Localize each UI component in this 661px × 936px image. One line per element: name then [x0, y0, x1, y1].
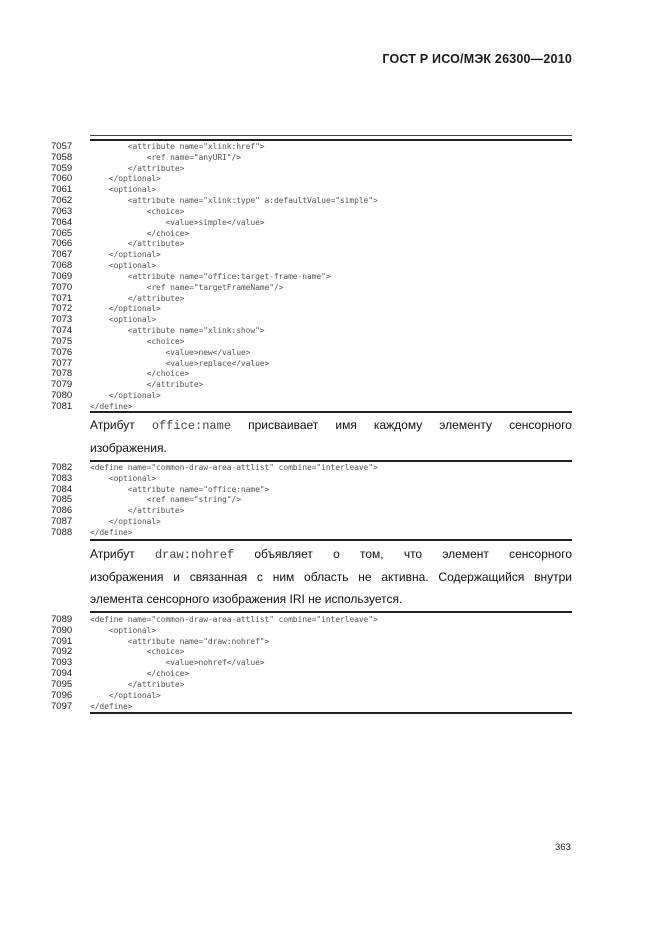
line-number: 7070 — [51, 281, 73, 293]
code-line — [0, 668, 661, 679]
code-line — [0, 462, 661, 473]
code-text: <value>replace</value> — [90, 358, 270, 368]
code-block-bottom-rule — [90, 539, 572, 541]
code-line — [0, 282, 661, 293]
line-number: 7065 — [51, 227, 73, 239]
code-line — [0, 368, 661, 379]
line-number: 7086 — [51, 505, 73, 517]
code-line — [0, 238, 661, 249]
line-number: 7066 — [51, 238, 73, 250]
code-text: <ref name="anyURI"/> — [90, 152, 241, 162]
line-number: 7095 — [51, 678, 73, 690]
code-text: <ref name="string"/> — [90, 495, 241, 505]
code-line — [0, 625, 661, 636]
line-number: 7075 — [51, 335, 73, 347]
line-number: 7097 — [51, 700, 73, 712]
page-number: 363 — [555, 842, 571, 853]
page-header: ГОСТ Р ИСО/МЭК 26300—2010 — [382, 52, 572, 66]
line-number: 7088 — [51, 526, 73, 538]
code-line — [0, 679, 661, 690]
code-line — [0, 527, 661, 538]
code-line — [0, 184, 661, 195]
code-block-top-rule — [90, 611, 572, 613]
code-text: </attribute> — [90, 239, 185, 249]
code-text: </attribute> — [90, 679, 185, 689]
line-number: 7091 — [51, 635, 73, 647]
code-text: <optional> — [90, 185, 157, 195]
code-line — [0, 484, 661, 495]
code-text: <optional> — [90, 261, 157, 271]
code-text: <choice> — [90, 206, 185, 216]
line-number: 7076 — [51, 346, 73, 358]
code-text: <value>new</value> — [90, 347, 251, 357]
code-line — [0, 260, 661, 271]
code-line — [0, 701, 661, 712]
code-line — [0, 249, 661, 260]
line-number: 7072 — [51, 303, 73, 315]
code-text: </choice> — [90, 669, 190, 679]
line-number: 7068 — [51, 260, 73, 272]
code-text: <optional> — [90, 473, 157, 483]
code-text: </attribute> — [90, 380, 204, 390]
code-text: </attribute> — [90, 506, 185, 516]
line-number: 7074 — [51, 325, 73, 337]
line-number: 7087 — [51, 516, 73, 528]
line-number: 7059 — [51, 162, 73, 174]
line-number: 7062 — [51, 195, 73, 207]
code-text: </optional> — [90, 517, 161, 527]
code-text: <choice> — [90, 336, 185, 346]
line-number: 7094 — [51, 668, 73, 680]
code-text: </optional> — [90, 391, 161, 401]
paragraph-draw-nohref: Атрибут draw:nohref объявляет о том, что элемент сенсорного изображения и связанная с ним область не активна. Содержащийся внутри элемента сенсорного изображения IRI не используется. — [90, 547, 572, 606]
code-line — [0, 141, 661, 152]
line-number: 7082 — [51, 462, 73, 473]
code-text: </attribute> — [90, 293, 185, 303]
code-text: <choice> — [90, 647, 185, 657]
code-text: <attribute name="xlink:href"> — [90, 142, 265, 151]
code-line — [0, 303, 661, 314]
code-text: </define> — [90, 401, 133, 411]
code-line — [0, 614, 661, 625]
line-number: 7057 — [51, 141, 73, 152]
code-text: <attribute name="xlink:type" a:defaultValue="simple"> — [90, 196, 378, 206]
code-line — [0, 271, 661, 282]
line-number: 7058 — [51, 151, 73, 163]
code-line — [0, 505, 661, 516]
code-line — [0, 173, 661, 184]
code-line — [0, 516, 661, 527]
code-line — [0, 358, 661, 369]
code-line — [0, 379, 661, 390]
code-text: </optional> — [90, 174, 161, 184]
code-text: </choice> — [90, 228, 190, 238]
code-line — [0, 325, 661, 336]
line-number: 7093 — [51, 657, 73, 669]
code-text: </choice> — [90, 369, 190, 379]
code-text: </optional> — [90, 304, 161, 314]
code-block-top-rule — [90, 135, 572, 136]
line-number: 7078 — [51, 368, 73, 380]
line-number: 7090 — [51, 624, 73, 636]
code-text: <define name="common-draw-area-attlist" combine="interleave"> — [90, 615, 378, 624]
line-number: 7063 — [51, 205, 73, 217]
code-line — [0, 206, 661, 217]
paragraph-office-name: Атрибут office:name присваивает имя каждому элементу сенсорного изображения. — [90, 418, 572, 455]
code-text: </optional> — [90, 690, 161, 700]
code-line — [0, 473, 661, 484]
code-line — [0, 646, 661, 657]
code-text: </define> — [90, 701, 133, 711]
line-number: 7073 — [51, 314, 73, 326]
code-text: </attribute> — [90, 163, 185, 173]
code-block-bottom-rule — [90, 411, 572, 413]
code-text: </optional> — [90, 250, 161, 260]
line-number: 7079 — [51, 379, 73, 391]
code-text: <attribute name="office:target-frame-name"> — [90, 271, 331, 281]
inline-code: office:name — [151, 419, 232, 433]
code-line — [0, 314, 661, 325]
code-line — [0, 336, 661, 347]
code-line — [0, 347, 661, 358]
line-number: 7069 — [51, 270, 73, 282]
line-number: 7061 — [51, 184, 73, 196]
code-line — [0, 390, 661, 401]
line-number: 7089 — [51, 614, 73, 625]
line-number: 7064 — [51, 216, 73, 228]
code-line — [0, 163, 661, 174]
code-text: </define> — [90, 527, 133, 537]
code-line — [0, 152, 661, 163]
code-text: <value>nohref</value> — [90, 658, 265, 668]
code-line — [0, 657, 661, 668]
code-line — [0, 636, 661, 647]
line-number: 7092 — [51, 646, 73, 658]
line-number: 7085 — [51, 494, 73, 506]
code-line — [0, 228, 661, 239]
code-text: <attribute name="draw:nohref"> — [90, 636, 270, 646]
line-number: 7084 — [51, 483, 73, 495]
line-number: 7096 — [51, 689, 73, 701]
code-line — [0, 293, 661, 304]
code-text: <define name="common-draw-area-attlist" combine="interleave"> — [90, 463, 378, 472]
code-line — [0, 195, 661, 206]
code-text: <ref name="targetFrameName"/> — [90, 282, 284, 292]
code-block-bottom-rule — [90, 712, 572, 714]
code-text: <value>simple</value> — [90, 217, 265, 227]
inline-code: draw:nohref — [154, 548, 235, 562]
code-line — [0, 690, 661, 701]
line-number: 7081 — [51, 400, 73, 412]
line-number: 7083 — [51, 472, 73, 484]
code-line — [0, 217, 661, 228]
line-number: 7080 — [51, 390, 73, 402]
line-number: 7071 — [51, 292, 73, 304]
line-number: 7060 — [51, 173, 73, 185]
line-number: 7067 — [51, 249, 73, 261]
code-line — [0, 494, 661, 505]
code-text: <optional> — [90, 315, 157, 325]
code-text: <optional> — [90, 625, 157, 635]
line-number: 7077 — [51, 357, 73, 369]
code-text: <attribute name="xlink:show"> — [90, 326, 265, 336]
code-text: <attribute name="office:name"> — [90, 484, 270, 494]
